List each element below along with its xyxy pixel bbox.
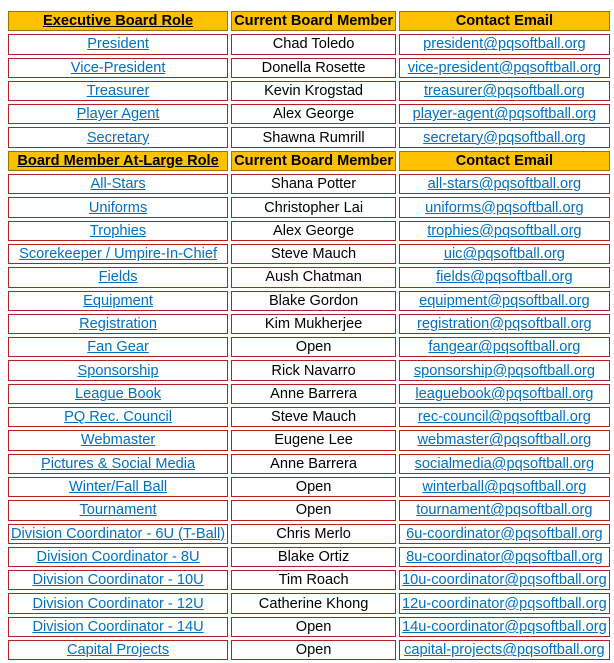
email-link[interactable]: player-agent@pqsoftball.org [399, 104, 610, 124]
table-row [8, 477, 610, 497]
role-link[interactable]: Division Coordinator - 14U [8, 617, 228, 637]
role-link[interactable]: Pictures & Social Media [8, 454, 228, 474]
member-name: Tim Roach [231, 570, 396, 590]
role-link[interactable]: Uniforms [8, 197, 228, 217]
role-link[interactable]: League Book [8, 384, 228, 404]
role-link[interactable]: President [8, 34, 228, 54]
email-link[interactable]: president@pqsoftball.org [399, 34, 610, 54]
email-link[interactable]: rec-council@pqsoftball.org [399, 407, 610, 427]
member-name: Alex George [231, 221, 396, 241]
role-link[interactable]: Webmaster [8, 430, 228, 450]
email-link[interactable]: socialmedia@pqsoftball.org [399, 454, 610, 474]
table-row [8, 127, 610, 147]
table-row [8, 197, 610, 217]
role-link[interactable]: Division Coordinator - 8U [8, 547, 228, 567]
role-link[interactable]: Player Agent [8, 104, 228, 124]
role-link[interactable]: Tournament [8, 500, 228, 520]
header-email: Contact Email [399, 151, 610, 171]
member-name: Open [231, 477, 396, 497]
member-name: Open [231, 617, 396, 637]
table-row [8, 570, 610, 590]
role-link[interactable]: All-Stars [8, 174, 228, 194]
member-name: Donella Rosette [231, 58, 396, 78]
role-link[interactable]: Scorekeeper / Umpire-In-Chief [8, 244, 228, 264]
email-link[interactable]: sponsorship@pqsoftball.org [399, 360, 610, 380]
role-link[interactable]: Treasurer [8, 81, 228, 101]
table-row [8, 337, 610, 357]
table-row [8, 221, 610, 241]
email-link[interactable]: 10u-coordinator@pqsoftball.org [399, 570, 610, 590]
member-name: Chris Merlo [231, 524, 396, 544]
table-row [8, 617, 610, 637]
role-link[interactable]: PQ Rec. Council [8, 407, 228, 427]
table-row [8, 81, 610, 101]
section-header-at-large [8, 151, 610, 171]
member-name: Catherine Khong [231, 593, 396, 613]
member-name: Open [231, 337, 396, 357]
header-role: Executive Board Role [8, 11, 228, 31]
member-name: Kevin Krogstad [231, 81, 396, 101]
email-link[interactable]: uic@pqsoftball.org [399, 244, 610, 264]
role-link[interactable]: Equipment [8, 291, 228, 311]
email-link[interactable]: leaguebook@pqsoftball.org [399, 384, 610, 404]
member-name: Steve Mauch [231, 407, 396, 427]
email-link[interactable]: webmaster@pqsoftball.org [399, 430, 610, 450]
role-link[interactable]: Division Coordinator - 6U (T-Ball) [8, 524, 228, 544]
member-name: Open [231, 500, 396, 520]
table-row [8, 267, 610, 287]
table-row [8, 430, 610, 450]
member-name: Blake Gordon [231, 291, 396, 311]
email-link[interactable]: trophies@pqsoftball.org [399, 221, 610, 241]
role-link[interactable]: Sponsorship [8, 360, 228, 380]
header-member: Current Board Member [231, 151, 396, 171]
table-row [8, 500, 610, 520]
table-row [8, 593, 610, 613]
member-name: Alex George [231, 104, 396, 124]
role-link[interactable]: Capital Projects [8, 640, 228, 660]
member-name: Shawna Rumrill [231, 127, 396, 147]
member-name: Eugene Lee [231, 430, 396, 450]
email-link[interactable]: capital-projects@pqsoftball.org [399, 640, 610, 660]
board-contacts-body [8, 11, 610, 660]
email-link[interactable]: all-stars@pqsoftball.org [399, 174, 610, 194]
table-row [8, 547, 610, 567]
table-row [8, 360, 610, 380]
section-header-executive [8, 11, 610, 31]
role-link[interactable]: Trophies [8, 221, 228, 241]
email-link[interactable]: treasurer@pqsoftball.org [399, 81, 610, 101]
member-name: Christopher Lai [231, 197, 396, 217]
member-name: Shana Potter [231, 174, 396, 194]
email-link[interactable]: fields@pqsoftball.org [399, 267, 610, 287]
email-link[interactable]: 8u-coordinator@pqsoftball.org [399, 547, 610, 567]
member-name: Anne Barrera [231, 454, 396, 474]
role-link[interactable]: Fields [8, 267, 228, 287]
email-link[interactable]: 14u-coordinator@pqsoftball.org [399, 617, 610, 637]
email-link[interactable]: registration@pqsoftball.org [399, 314, 610, 334]
table-row [8, 384, 610, 404]
email-link[interactable]: winterball@pqsoftball.org [399, 477, 610, 497]
member-name: Blake Ortiz [231, 547, 396, 567]
email-link[interactable]: tournament@pqsoftball.org [399, 500, 610, 520]
board-contacts-table [5, 8, 613, 663]
member-name: Aush Chatman [231, 267, 396, 287]
table-row [8, 34, 610, 54]
role-link[interactable]: Division Coordinator - 12U [8, 593, 228, 613]
member-name: Chad Toledo [231, 34, 396, 54]
table-row [8, 58, 610, 78]
member-name: Open [231, 640, 396, 660]
role-link[interactable]: Vice-President [8, 58, 228, 78]
header-member: Current Board Member [231, 11, 396, 31]
table-row [8, 291, 610, 311]
header-email: Contact Email [399, 11, 610, 31]
table-row [8, 407, 610, 427]
table-row [8, 640, 610, 660]
email-link[interactable]: vice-president@pqsoftball.org [399, 58, 610, 78]
email-link[interactable]: 12u-coordinator@pqsoftball.org [399, 593, 610, 613]
table-row [8, 104, 610, 124]
member-name: Kim Mukherjee [231, 314, 396, 334]
member-name: Rick Navarro [231, 360, 396, 380]
email-link[interactable]: secretary@pqsoftball.org [399, 127, 610, 147]
header-role: Board Member At-Large Role [8, 151, 228, 171]
role-link[interactable]: Fan Gear [8, 337, 228, 357]
email-link[interactable]: equipment@pqsoftball.org [399, 291, 610, 311]
table-row [8, 244, 610, 264]
member-name: Anne Barrera [231, 384, 396, 404]
role-link[interactable]: Secretary [8, 127, 228, 147]
role-link[interactable]: Division Coordinator - 10U [8, 570, 228, 590]
email-link[interactable]: uniforms@pqsoftball.org [399, 197, 610, 217]
table-row [8, 314, 610, 334]
table-row [8, 454, 610, 474]
role-link[interactable]: Winter/Fall Ball [8, 477, 228, 497]
email-link[interactable]: fangear@pqsoftball.org [399, 337, 610, 357]
email-link[interactable]: 6u-coordinator@pqsoftball.org [399, 524, 610, 544]
role-link[interactable]: Registration [8, 314, 228, 334]
table-row [8, 524, 610, 544]
table-row [8, 174, 610, 194]
member-name: Steve Mauch [231, 244, 396, 264]
